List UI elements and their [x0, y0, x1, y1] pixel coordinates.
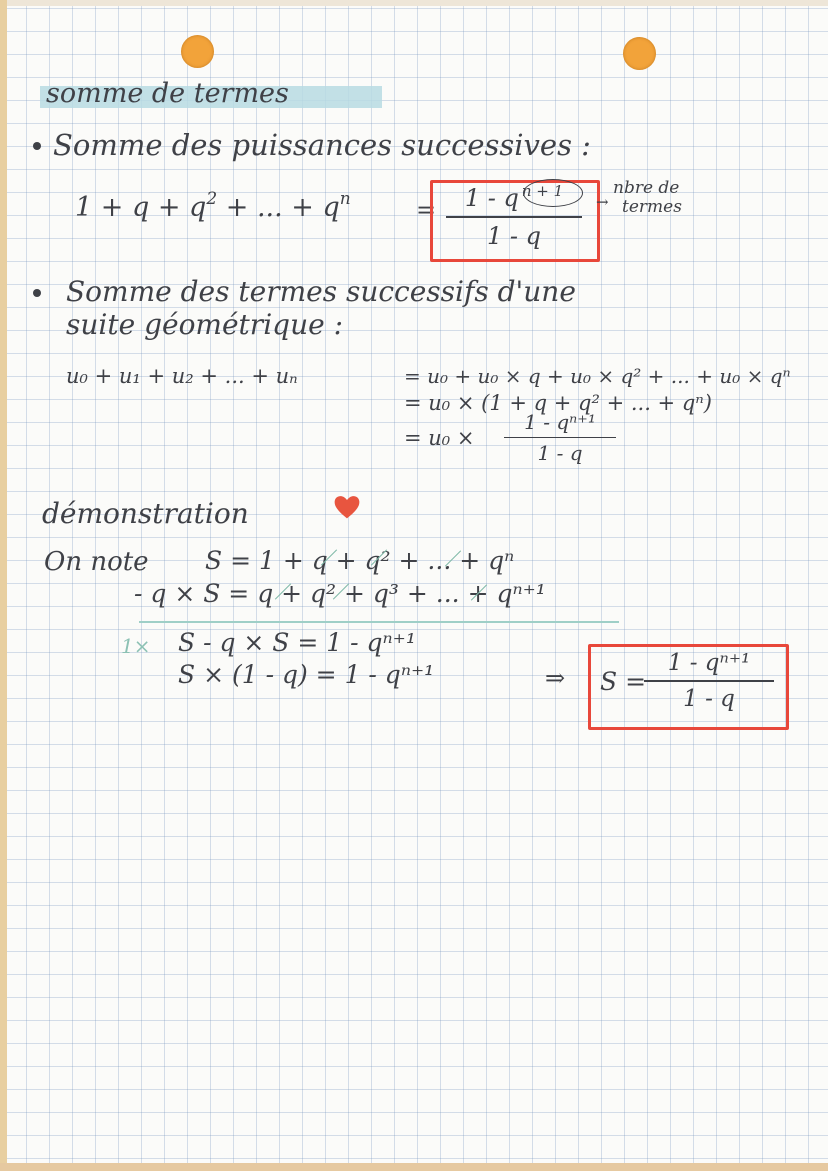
lhs-rest: + ... + q — [217, 192, 340, 223]
page-title: somme de termes — [46, 78, 289, 109]
sum-fraction-denominator: 1 - q — [537, 441, 583, 465]
page-bottom-edge — [0, 1163, 828, 1171]
sum-fraction-bar — [504, 437, 616, 438]
section1-heading: Somme des puissances successives : — [53, 128, 591, 162]
binder-hole-right — [623, 37, 656, 70]
section2-heading-line1: Somme des termes successifs d'une — [66, 275, 576, 308]
demo-line2: - q × S = q + q² + q³ + ... + qⁿ⁺¹ — [134, 579, 546, 608]
demo-line3-prefix: 1× — [121, 634, 151, 658]
annotation-line1: nbre de — [613, 178, 680, 198]
heart-icon — [333, 493, 361, 521]
demo-line3: S - q × S = 1 - qⁿ⁺¹ — [178, 628, 416, 657]
binder-hole-left — [181, 35, 214, 68]
demo-heading: démonstration — [42, 497, 249, 530]
section1-equals: = — [416, 196, 437, 224]
sum-rhs-line2: = u₀ × (1 + q + q² + ... + qⁿ) — [404, 391, 712, 415]
bullet-1 — [33, 142, 41, 150]
result-lhs: S = — [600, 667, 647, 696]
demo-line1-prefix: On note — [44, 547, 149, 577]
page-left-edge — [0, 0, 7, 1171]
result-numerator: 1 - qⁿ⁺¹ — [667, 650, 751, 676]
section2-heading-line2: suite géométrique : — [66, 308, 344, 341]
fraction-numerator: 1 - q — [464, 184, 519, 212]
sum-rhs-line1: = u₀ + u₀ × q + u₀ × q² + ... + u₀ × qⁿ — [404, 364, 791, 388]
sum-fraction — [504, 410, 616, 465]
sum-rhs-line3-prefix: = u₀ × — [404, 426, 475, 450]
implies-arrow: ⇒ — [545, 664, 566, 692]
sum-fraction-numerator: 1 - qⁿ⁺¹ — [524, 410, 596, 434]
exponent-circle — [523, 179, 583, 207]
page-top-edge — [0, 0, 828, 6]
annotation-arrow: → — [596, 193, 609, 211]
subtraction-rule — [139, 621, 619, 623]
sum-lhs: u₀ + u₁ + u₂ + ... + uₙ — [66, 364, 298, 388]
demo-line1: S = 1 + q + q² + ... + qⁿ — [205, 546, 515, 575]
fraction-exponent: n + 1 — [521, 182, 564, 200]
result-fraction-bar — [644, 680, 774, 682]
lhs-text: 1 + q + q — [75, 192, 207, 223]
lhs-exponent: 2 — [206, 189, 218, 209]
annotation-line2: termes — [622, 197, 682, 217]
fraction-bar — [446, 216, 582, 218]
section1-formula-lhs — [75, 189, 351, 223]
fraction-denominator: 1 - q — [487, 222, 541, 250]
bullet-2 — [33, 289, 41, 297]
demo-line4: S × (1 - q) = 1 - qⁿ⁺¹ — [178, 660, 435, 689]
lhs-exponent-n: n — [339, 189, 351, 209]
result-denominator: 1 - q — [683, 686, 735, 712]
result-fraction — [644, 650, 774, 712]
